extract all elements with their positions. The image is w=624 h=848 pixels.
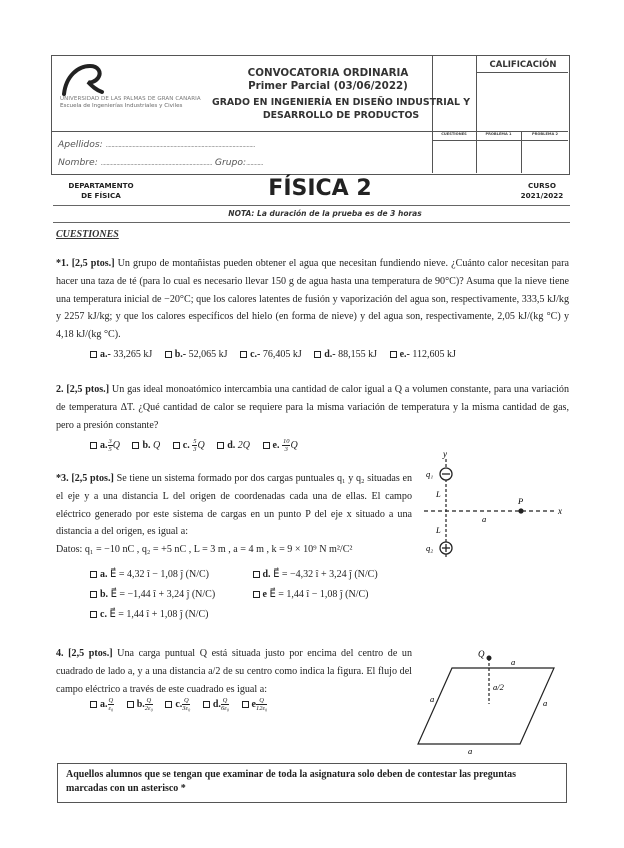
option-d[interactable]: d. E⃗ = −4,32 î + 3,24 ĵ (N/C) bbox=[253, 569, 378, 580]
question-2-options bbox=[90, 438, 308, 453]
svg-text:L: L bbox=[436, 489, 441, 499]
checkbox-icon[interactable] bbox=[217, 442, 224, 449]
question-text: Un gas ideal monoatómico intercambia una cantidad de calor igual a Q a volumen constante, para una variación de temperatura ΔT. ¿Qué cantidad de calor se requiere para la misma variación de temperatura y la misma cantidad de gas, pero a presión constante? bbox=[56, 384, 569, 431]
footer-note: Aquellos alumnos que se tengan que examinar de toda la asignatura solo deben de contestar las preguntas marcadas con un asterisco * bbox=[66, 769, 517, 794]
question-3-options bbox=[90, 565, 388, 625]
option-a[interactable]: a. $\frac{Q}{\text{ε₀}}$ bbox=[90, 699, 114, 710]
option-b[interactable]: b. $\frac{Q}{\text{2ε₀}}$ bbox=[127, 699, 153, 710]
department-line-2: DE FÍSICA bbox=[81, 190, 121, 200]
option-c[interactable]: c. $\frac{Q}{\text{3ε₀}}$ bbox=[165, 699, 190, 710]
checkbox-icon[interactable] bbox=[173, 442, 180, 449]
svg-text:a: a bbox=[482, 514, 487, 524]
question-4-options bbox=[90, 697, 277, 712]
question-text: Se tiene un sistema formado por dos cargas puntuales q₁ y q₂ situadas en el eje y a una distancia L del origen de coordenadas cada una de ellas. El campo eléctrico generado por este sistema de cargas en un punto P del eje x situado a una distancia a del origen, es igual a: bbox=[56, 473, 413, 538]
option-c[interactable]: c.- 76,405 kJ bbox=[240, 349, 302, 360]
name-line: ............................................................................... bbox=[100, 160, 212, 167]
option-e[interactable]: e.- 112,605 kJ bbox=[390, 349, 456, 360]
exam-partial: Primer Parcial (03/06/2022) bbox=[248, 80, 408, 92]
grade-title: CALIFICACIÓN bbox=[489, 60, 557, 70]
checkbox-icon[interactable] bbox=[203, 701, 210, 708]
divider bbox=[53, 222, 570, 223]
option-b[interactable]: b.- 52,065 kJ bbox=[165, 349, 228, 360]
option-a[interactable]: a. E⃗ = 4,32 î − 1,08 ĵ (N/C) bbox=[90, 565, 240, 585]
question-text: Una carga puntual Q está situada justo por encima del centro de un cuadrado de lado a, y a una distancia a/2 de su centro como indica la figura. El flujo del campo eléctrico a través de este cuadrado es igual a: bbox=[56, 648, 412, 695]
question-number: 4. bbox=[56, 648, 64, 659]
surname-line: .......................................................................................................... bbox=[105, 142, 255, 149]
question-points: [2,5 ptos.] bbox=[68, 648, 113, 659]
university-name: UNIVERSIDAD DE LAS PALMAS DE GRAN CANARIA bbox=[60, 96, 201, 102]
course bbox=[510, 181, 574, 200]
checkbox-icon[interactable] bbox=[165, 351, 172, 358]
duration-note: NOTA: La duración de la prueba es de 3 horas bbox=[228, 209, 422, 218]
svg-text:a: a bbox=[511, 657, 516, 667]
svg-text:q₂: q₂ bbox=[426, 543, 434, 553]
question-number: *1. bbox=[56, 258, 69, 269]
option-d[interactable]: d. 2Q bbox=[217, 440, 250, 451]
checkbox-icon[interactable] bbox=[253, 591, 260, 598]
svg-text:L: L bbox=[436, 525, 441, 535]
option-b[interactable]: b. Q bbox=[132, 440, 160, 451]
checkbox-icon[interactable] bbox=[165, 701, 172, 708]
option-a[interactable]: a. $\frac{3}{5}$ Q bbox=[90, 440, 120, 451]
question-1-options bbox=[90, 349, 466, 360]
checkbox-icon[interactable] bbox=[90, 591, 97, 598]
grade-cell-questions[interactable] bbox=[432, 139, 476, 174]
group-label: Grupo: bbox=[214, 157, 247, 168]
svg-text:a: a bbox=[468, 746, 473, 755]
question-number: 2. bbox=[56, 384, 64, 395]
checkbox-icon[interactable] bbox=[132, 442, 139, 449]
section-title: CUESTIONES bbox=[56, 229, 119, 240]
school-name: Escuela de Ingenierías Industriales y Civiles bbox=[60, 103, 183, 109]
charges-diagram bbox=[410, 445, 575, 565]
checkbox-icon[interactable] bbox=[390, 351, 397, 358]
checkbox-icon[interactable] bbox=[90, 701, 97, 708]
question-1 bbox=[56, 255, 569, 344]
question-3-data: Datos: q₁ = −10 nC , q₂ = +5 nC , L = 3 m , a = 4 m , k = 9 × 10⁹ N m²/C² bbox=[56, 544, 353, 555]
svg-text:P: P bbox=[518, 496, 524, 506]
option-d[interactable]: d. $\frac{Q}{\text{6ε₀}}$ bbox=[203, 699, 229, 710]
question-points: [2,5 ptos.] bbox=[71, 258, 115, 269]
option-b[interactable]: b. E⃗ = −1,44 î + 3,24 ĵ (N/C) bbox=[90, 585, 240, 605]
name-label: Nombre: bbox=[58, 157, 98, 168]
degree-title bbox=[210, 97, 472, 122]
group-line: ............ bbox=[246, 160, 263, 167]
checkbox-icon[interactable] bbox=[90, 611, 97, 618]
checkbox-icon[interactable] bbox=[90, 351, 97, 358]
option-e[interactable]: e. $\frac{10}{3}$ Q bbox=[263, 440, 298, 451]
course-value: 2021/2022 bbox=[520, 190, 564, 200]
exam-type: CONVOCATORIA ORDINARIA bbox=[247, 67, 409, 79]
checkbox-icon[interactable] bbox=[253, 571, 260, 578]
option-a[interactable]: a.- 33,265 kJ bbox=[90, 349, 152, 360]
degree-line-2: DESARROLLO DE PRODUCTOS bbox=[262, 109, 420, 121]
svg-text:Q: Q bbox=[478, 649, 485, 659]
checkbox-icon[interactable] bbox=[90, 571, 97, 578]
svg-text:x: x bbox=[558, 506, 562, 516]
checkbox-icon[interactable] bbox=[242, 701, 249, 708]
question-points: [2,5 ptos.] bbox=[66, 384, 110, 395]
option-d[interactable]: d.- 88,155 kJ bbox=[314, 349, 377, 360]
square-charge-diagram bbox=[410, 640, 580, 755]
question-points: [2,5 ptos.] bbox=[71, 473, 114, 484]
svg-text:a: a bbox=[430, 694, 435, 704]
checkbox-icon[interactable] bbox=[314, 351, 321, 358]
svg-text:y: y bbox=[443, 449, 447, 459]
option-e[interactable]: e E⃗ = 1,44 î − 1,08 ĵ (N/C) bbox=[253, 589, 369, 600]
divider bbox=[53, 205, 570, 206]
question-4 bbox=[56, 645, 412, 698]
question-2 bbox=[56, 381, 569, 434]
divider bbox=[476, 72, 568, 73]
checkbox-icon[interactable] bbox=[127, 701, 134, 708]
grade-col-questions: CUESTIONES bbox=[441, 132, 467, 136]
degree-line-1: GRADO EN INGENIERÍA EN DISEÑO INDUSTRIAL Y bbox=[212, 97, 470, 108]
grade-cell-problem2[interactable] bbox=[521, 139, 569, 174]
option-e[interactable]: e $\frac{Q}{\text{12ε₀}}$ bbox=[242, 699, 268, 710]
name-field[interactable] bbox=[58, 157, 263, 168]
checkbox-icon[interactable] bbox=[240, 351, 247, 358]
checkbox-icon[interactable] bbox=[90, 442, 97, 449]
course-label: CURSO bbox=[528, 181, 556, 190]
surname-label: Apellidos: bbox=[58, 139, 103, 150]
grade-col-problem2: PROBLEMA 2 bbox=[531, 132, 559, 136]
checkbox-icon[interactable] bbox=[263, 442, 270, 449]
question-text: Un grupo de montañistas pueden obtener el agua que necesitan fundiendo nieve. ¿Cuánto calor necesitan para hacer una taza de té (para lo cual es necesario llevar 150 g de agua hasta una temperatura de 90°C)? Asuma que la nieve tiene una temperatura inicial de −20°C; que los calores latentes de fusión y vaporización del agua son, respectivamente, 333,5 kJ/kg y 2257 kJ/kg; y que los calores específicos del hielo (en forma de nieve) y del agua son, respectivamente, 2,05 kJ/(kg °C) y 4,18 kJ/(kg °C). bbox=[56, 258, 569, 341]
university-logo-icon bbox=[60, 62, 108, 96]
option-c[interactable]: c. E⃗ = 1,44 î + 1,08 ĵ (N/C) bbox=[90, 609, 208, 620]
grade-col-problem1: PROBLEMA 1 bbox=[485, 132, 512, 136]
department-line-1: DEPARTAMENTO bbox=[68, 181, 134, 190]
svg-text:a/2: a/2 bbox=[493, 682, 504, 692]
department bbox=[56, 181, 146, 200]
grade-cell-problem1[interactable] bbox=[476, 139, 521, 174]
subject-title: FÍSICA 2 bbox=[268, 176, 372, 201]
question-3 bbox=[56, 470, 412, 541]
svg-text:q₁: q₁ bbox=[426, 469, 434, 479]
option-c[interactable]: c. $\frac{5}{3}$ Q bbox=[173, 440, 205, 451]
svg-text:a: a bbox=[543, 698, 548, 708]
footer-note-box bbox=[57, 763, 567, 803]
surname-field[interactable] bbox=[58, 139, 255, 150]
question-number: *3. bbox=[56, 473, 69, 484]
